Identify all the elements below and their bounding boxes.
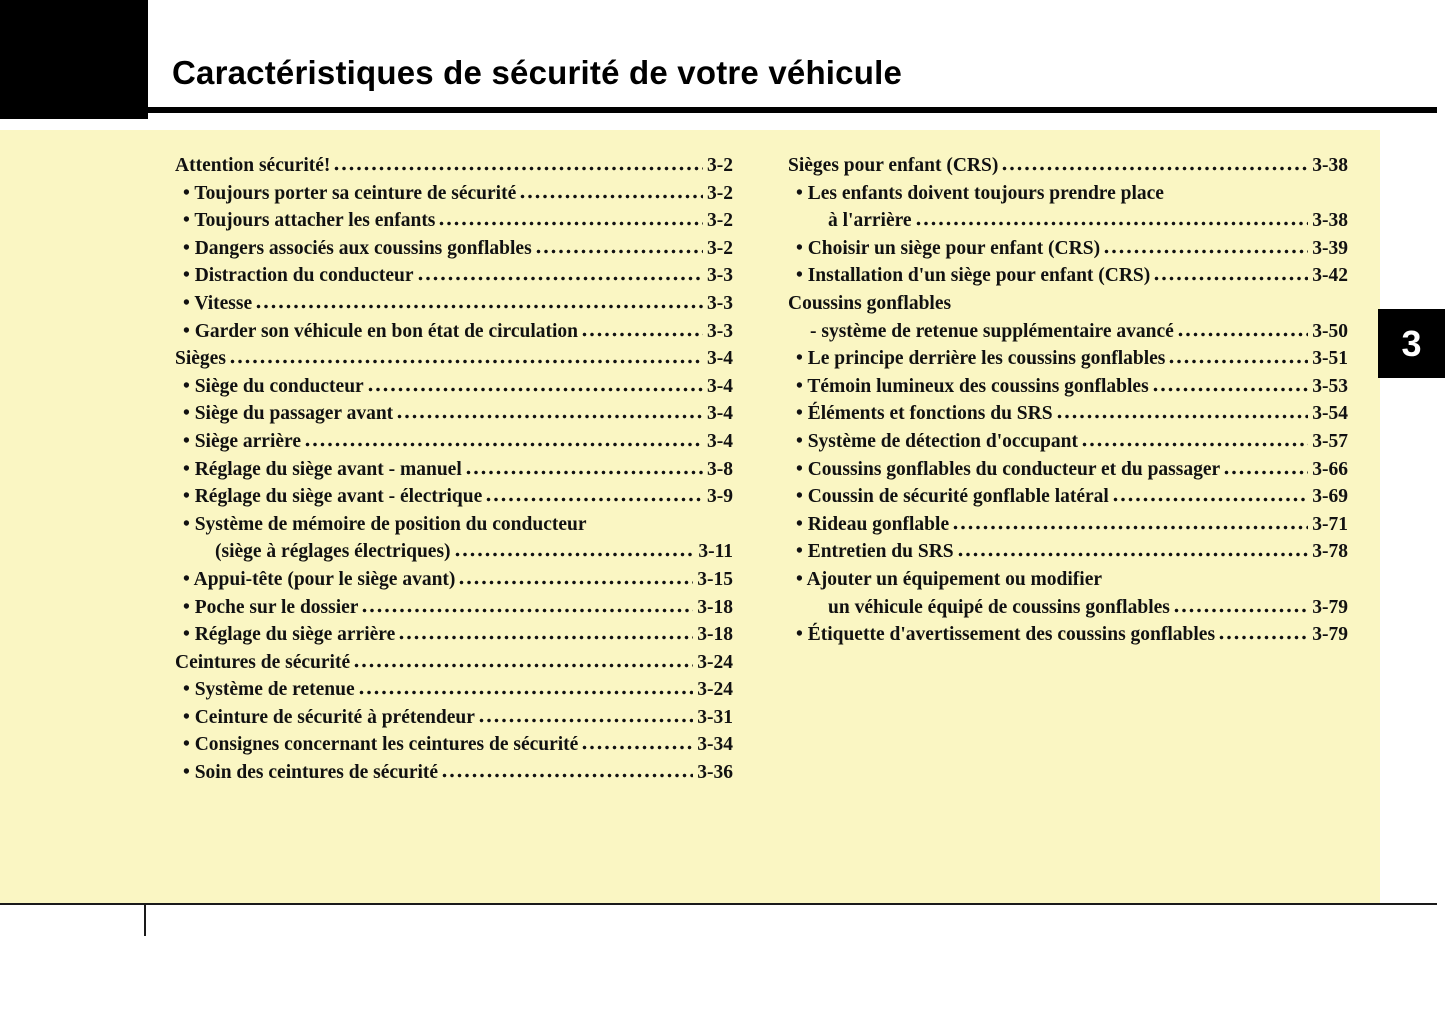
toc-page-number: 3-71 <box>1312 513 1348 535</box>
dot-leader <box>305 442 703 447</box>
toc-entry-row <box>175 621 733 649</box>
toc-page-number: 3-9 <box>707 486 733 508</box>
toc-entry-label: Attention sécurité! <box>175 155 331 176</box>
toc-page-number: 3-31 <box>697 706 733 728</box>
toc-entry-row <box>175 428 733 456</box>
toc-entry-label: (siège à réglages électriques) <box>215 541 451 563</box>
dot-leader <box>334 166 703 171</box>
toc-page-number: 3-79 <box>1312 624 1348 646</box>
toc-entry-label: • Poche sur le dossier <box>183 596 359 618</box>
bottom-rule <box>0 903 1437 905</box>
page-title: Caractéristiques de sécurité de votre véhicule <box>172 54 903 91</box>
dot-leader <box>486 497 703 502</box>
dot-leader <box>1174 608 1308 613</box>
dot-leader <box>1082 442 1308 447</box>
toc-section-row <box>175 649 733 677</box>
dot-leader <box>1153 387 1309 392</box>
toc-entry-row <box>788 428 1348 456</box>
toc-entry-row <box>175 235 733 263</box>
toc-entry-row <box>788 483 1348 511</box>
toc-entry-label: • Rideau gonflable <box>796 513 950 535</box>
toc-page-number: 3-54 <box>1312 403 1348 425</box>
toc-page-number: 3-38 <box>1312 155 1348 176</box>
toc-entry-label: • Éléments et fonctions du SRS <box>796 403 1053 425</box>
toc-column-right <box>788 152 1348 649</box>
toc-page-number: 3-8 <box>707 458 733 480</box>
toc-entry-row <box>788 207 1348 235</box>
toc-entry-row <box>175 207 733 235</box>
toc-entry-row <box>788 511 1348 539</box>
toc-entry-row <box>175 676 733 704</box>
toc-entry-row <box>175 483 733 511</box>
toc-entry-label: • Système de retenue <box>183 679 355 701</box>
toc-page-number: 3-50 <box>1312 320 1348 342</box>
toc-entry-row <box>788 180 1348 208</box>
toc-entry-row <box>175 290 733 318</box>
chapter-tab <box>1378 309 1445 378</box>
toc-entry-row <box>175 731 733 759</box>
toc-entry-row <box>788 400 1348 428</box>
toc-entry-label: • Vitesse <box>183 292 253 314</box>
toc-entry-label: • Garder son véhicule en bon état de circulation <box>183 320 579 342</box>
toc-entry-row <box>788 456 1348 484</box>
toc-entry-row <box>788 235 1348 263</box>
toc-page-number: 3-24 <box>697 651 733 673</box>
dot-leader <box>1113 497 1308 502</box>
toc-entry-label: • Toujours attacher les enfants <box>183 210 436 232</box>
toc-entry-row <box>788 262 1348 290</box>
toc-entry-row <box>175 704 733 732</box>
dot-leader <box>1104 249 1308 254</box>
toc-entry-row <box>175 373 733 401</box>
toc-entry-label: Coussins gonflables <box>788 292 952 314</box>
toc-entry-row <box>175 511 733 539</box>
toc-entry-row <box>175 538 733 566</box>
toc-page-number: 3-18 <box>697 596 733 618</box>
toc-page-number: 3-4 <box>707 348 733 370</box>
dot-leader <box>354 663 693 668</box>
toc-page-number: 3-4 <box>707 403 733 425</box>
toc-section-row <box>788 290 1348 318</box>
toc-page-number: 3-2 <box>707 182 733 204</box>
toc-entry-label: • Réglage du siège avant - électrique <box>183 486 483 508</box>
toc-entry-row <box>788 621 1348 649</box>
toc-page-number: 3-51 <box>1312 348 1348 370</box>
toc-page-number: 3-24 <box>697 679 733 701</box>
toc-entry-label: • Siège du passager avant <box>183 403 394 425</box>
dot-leader <box>958 552 1309 557</box>
toc-entry-row <box>175 180 733 208</box>
dot-leader <box>362 608 693 613</box>
toc-page-number: 3-66 <box>1312 458 1348 480</box>
toc-entry-label: • Ceinture de sécurité à prétendeur <box>183 706 475 728</box>
toc-page-number: 3-2 <box>707 155 733 176</box>
toc-entry-label: • Consignes concernant les ceintures de sécurité <box>183 734 579 756</box>
toc-entry-label: • Ajouter un équipement ou modifier <box>796 568 1103 590</box>
toc-entry-label: Ceintures de sécurité <box>175 651 351 673</box>
toc-page-number: 3-3 <box>707 292 733 314</box>
dot-leader <box>399 635 693 640</box>
toc-entry-row <box>175 456 733 484</box>
dot-leader <box>536 249 703 254</box>
toc-entry-label: • Les enfants doivent toujours prendre place <box>796 182 1164 204</box>
dot-leader <box>455 552 695 557</box>
toc-entry-label: • Siège arrière <box>183 430 301 452</box>
dot-leader <box>359 690 694 695</box>
toc-page-number: 3-11 <box>698 541 733 563</box>
dot-leader <box>418 276 703 281</box>
toc-page-number: 3-3 <box>707 265 733 287</box>
toc-entry-label: • Entretien du SRS <box>796 541 954 563</box>
toc-page-number: 3-18 <box>697 624 733 646</box>
toc-entry-row <box>788 566 1348 594</box>
toc-entry-label: un véhicule équipé de coussins gonflables <box>828 596 1170 618</box>
toc-entry-row <box>788 318 1348 346</box>
toc-entry-row <box>175 262 733 290</box>
dot-leader <box>520 194 703 199</box>
toc-entry-row <box>175 318 733 346</box>
toc-page-number: 3-2 <box>707 237 733 259</box>
dot-leader <box>439 221 703 226</box>
toc-entry-label: - système de retenue supplémentaire avancé <box>810 320 1174 342</box>
crop-mark <box>144 903 146 936</box>
toc-entry-label: • Soin des ceintures de sécurité <box>183 762 439 784</box>
toc-page-number: 3-34 <box>697 734 733 756</box>
toc-entry-row <box>788 594 1348 622</box>
dot-leader <box>1224 470 1308 475</box>
toc-entry-label: • Coussin de sécurité gonflable latéral <box>796 486 1109 508</box>
toc-entry-row <box>788 373 1348 401</box>
chapter-number: 3 <box>1401 322 1422 364</box>
toc-entry-row <box>175 566 733 594</box>
toc-entry-label: • Réglage du siège avant - manuel <box>183 458 462 480</box>
dot-leader <box>1154 276 1308 281</box>
toc-entry-label: • Dangers associés aux coussins gonflables <box>183 237 532 259</box>
toc-page-number: 3-4 <box>707 375 733 397</box>
dot-leader <box>256 304 703 309</box>
toc-entry-label: • Système de mémoire de position du conducteur <box>183 513 587 535</box>
toc-page-number: 3-53 <box>1312 375 1348 397</box>
toc-entry-label: • Étiquette d'avertissement des coussins gonflables <box>796 624 1216 646</box>
toc-entry-label: Sièges <box>175 348 226 370</box>
dot-leader <box>953 525 1308 530</box>
dot-leader <box>466 470 703 475</box>
toc-entry-label: • Choisir un siège pour enfant (CRS) <box>796 237 1101 259</box>
toc-page-number: 3-42 <box>1312 265 1348 287</box>
toc-entry-row <box>175 759 733 787</box>
toc-entry-label: Sièges pour enfant (CRS) <box>788 155 999 176</box>
dot-leader <box>1219 635 1308 640</box>
toc-section-row <box>788 152 1348 180</box>
dot-leader <box>442 773 693 778</box>
dot-leader <box>397 414 703 419</box>
toc-entry-row <box>175 400 733 428</box>
toc-entry-label: • Appui-tête (pour le siège avant) <box>183 568 456 590</box>
toc-page-number: 3-79 <box>1312 596 1348 618</box>
toc-entry-row <box>175 594 733 622</box>
toc-section-row <box>175 152 733 180</box>
toc-entry-row <box>788 345 1348 373</box>
dot-leader <box>582 332 703 337</box>
toc-page-number: 3-69 <box>1312 486 1348 508</box>
dot-leader <box>479 718 693 723</box>
title-rule <box>145 107 1437 113</box>
toc-entry-label: • Toujours porter sa ceinture de sécurité <box>183 182 517 204</box>
dot-leader <box>459 580 693 585</box>
toc-entry-label: • Distraction du conducteur <box>183 265 414 287</box>
dot-leader <box>916 221 1309 226</box>
toc-page-number: 3-3 <box>707 320 733 342</box>
toc-entry-label: à l'arrière <box>828 210 912 232</box>
toc-entry-row <box>788 538 1348 566</box>
toc-entry-label: • Installation d'un siège pour enfant (CRS) <box>796 265 1151 287</box>
dot-leader <box>582 745 693 750</box>
toc-page-number: 3-78 <box>1312 541 1348 563</box>
corner-block <box>0 0 148 119</box>
toc-section-row <box>175 345 733 373</box>
dot-leader <box>1178 332 1308 337</box>
toc-page-number: 3-15 <box>697 568 733 590</box>
toc-page-number: 3-4 <box>707 430 733 452</box>
toc-entry-label: • Réglage du siège arrière <box>183 624 396 646</box>
toc-page-number: 3-2 <box>707 210 733 232</box>
dot-leader <box>1002 166 1308 171</box>
toc-entry-label: • Siège du conducteur <box>183 375 364 397</box>
toc-entry-label: • Témoin lumineux des coussins gonflables <box>796 375 1149 397</box>
toc-entry-label: • Système de détection d'occupant <box>796 430 1078 452</box>
toc-entry-label: • Coussins gonflables du conducteur et du passager <box>796 458 1221 480</box>
dot-leader <box>1057 414 1309 419</box>
toc-column-left <box>175 152 733 787</box>
dot-leader <box>230 359 703 364</box>
dot-leader <box>368 387 703 392</box>
toc-page-number: 3-38 <box>1312 210 1348 232</box>
toc-entry-label: • Le principe derrière les coussins gonflables <box>796 348 1166 370</box>
toc-page-number: 3-36 <box>697 762 733 784</box>
dot-leader <box>1169 359 1308 364</box>
toc-page-number: 3-57 <box>1312 430 1348 452</box>
toc-page-number: 3-39 <box>1312 237 1348 259</box>
